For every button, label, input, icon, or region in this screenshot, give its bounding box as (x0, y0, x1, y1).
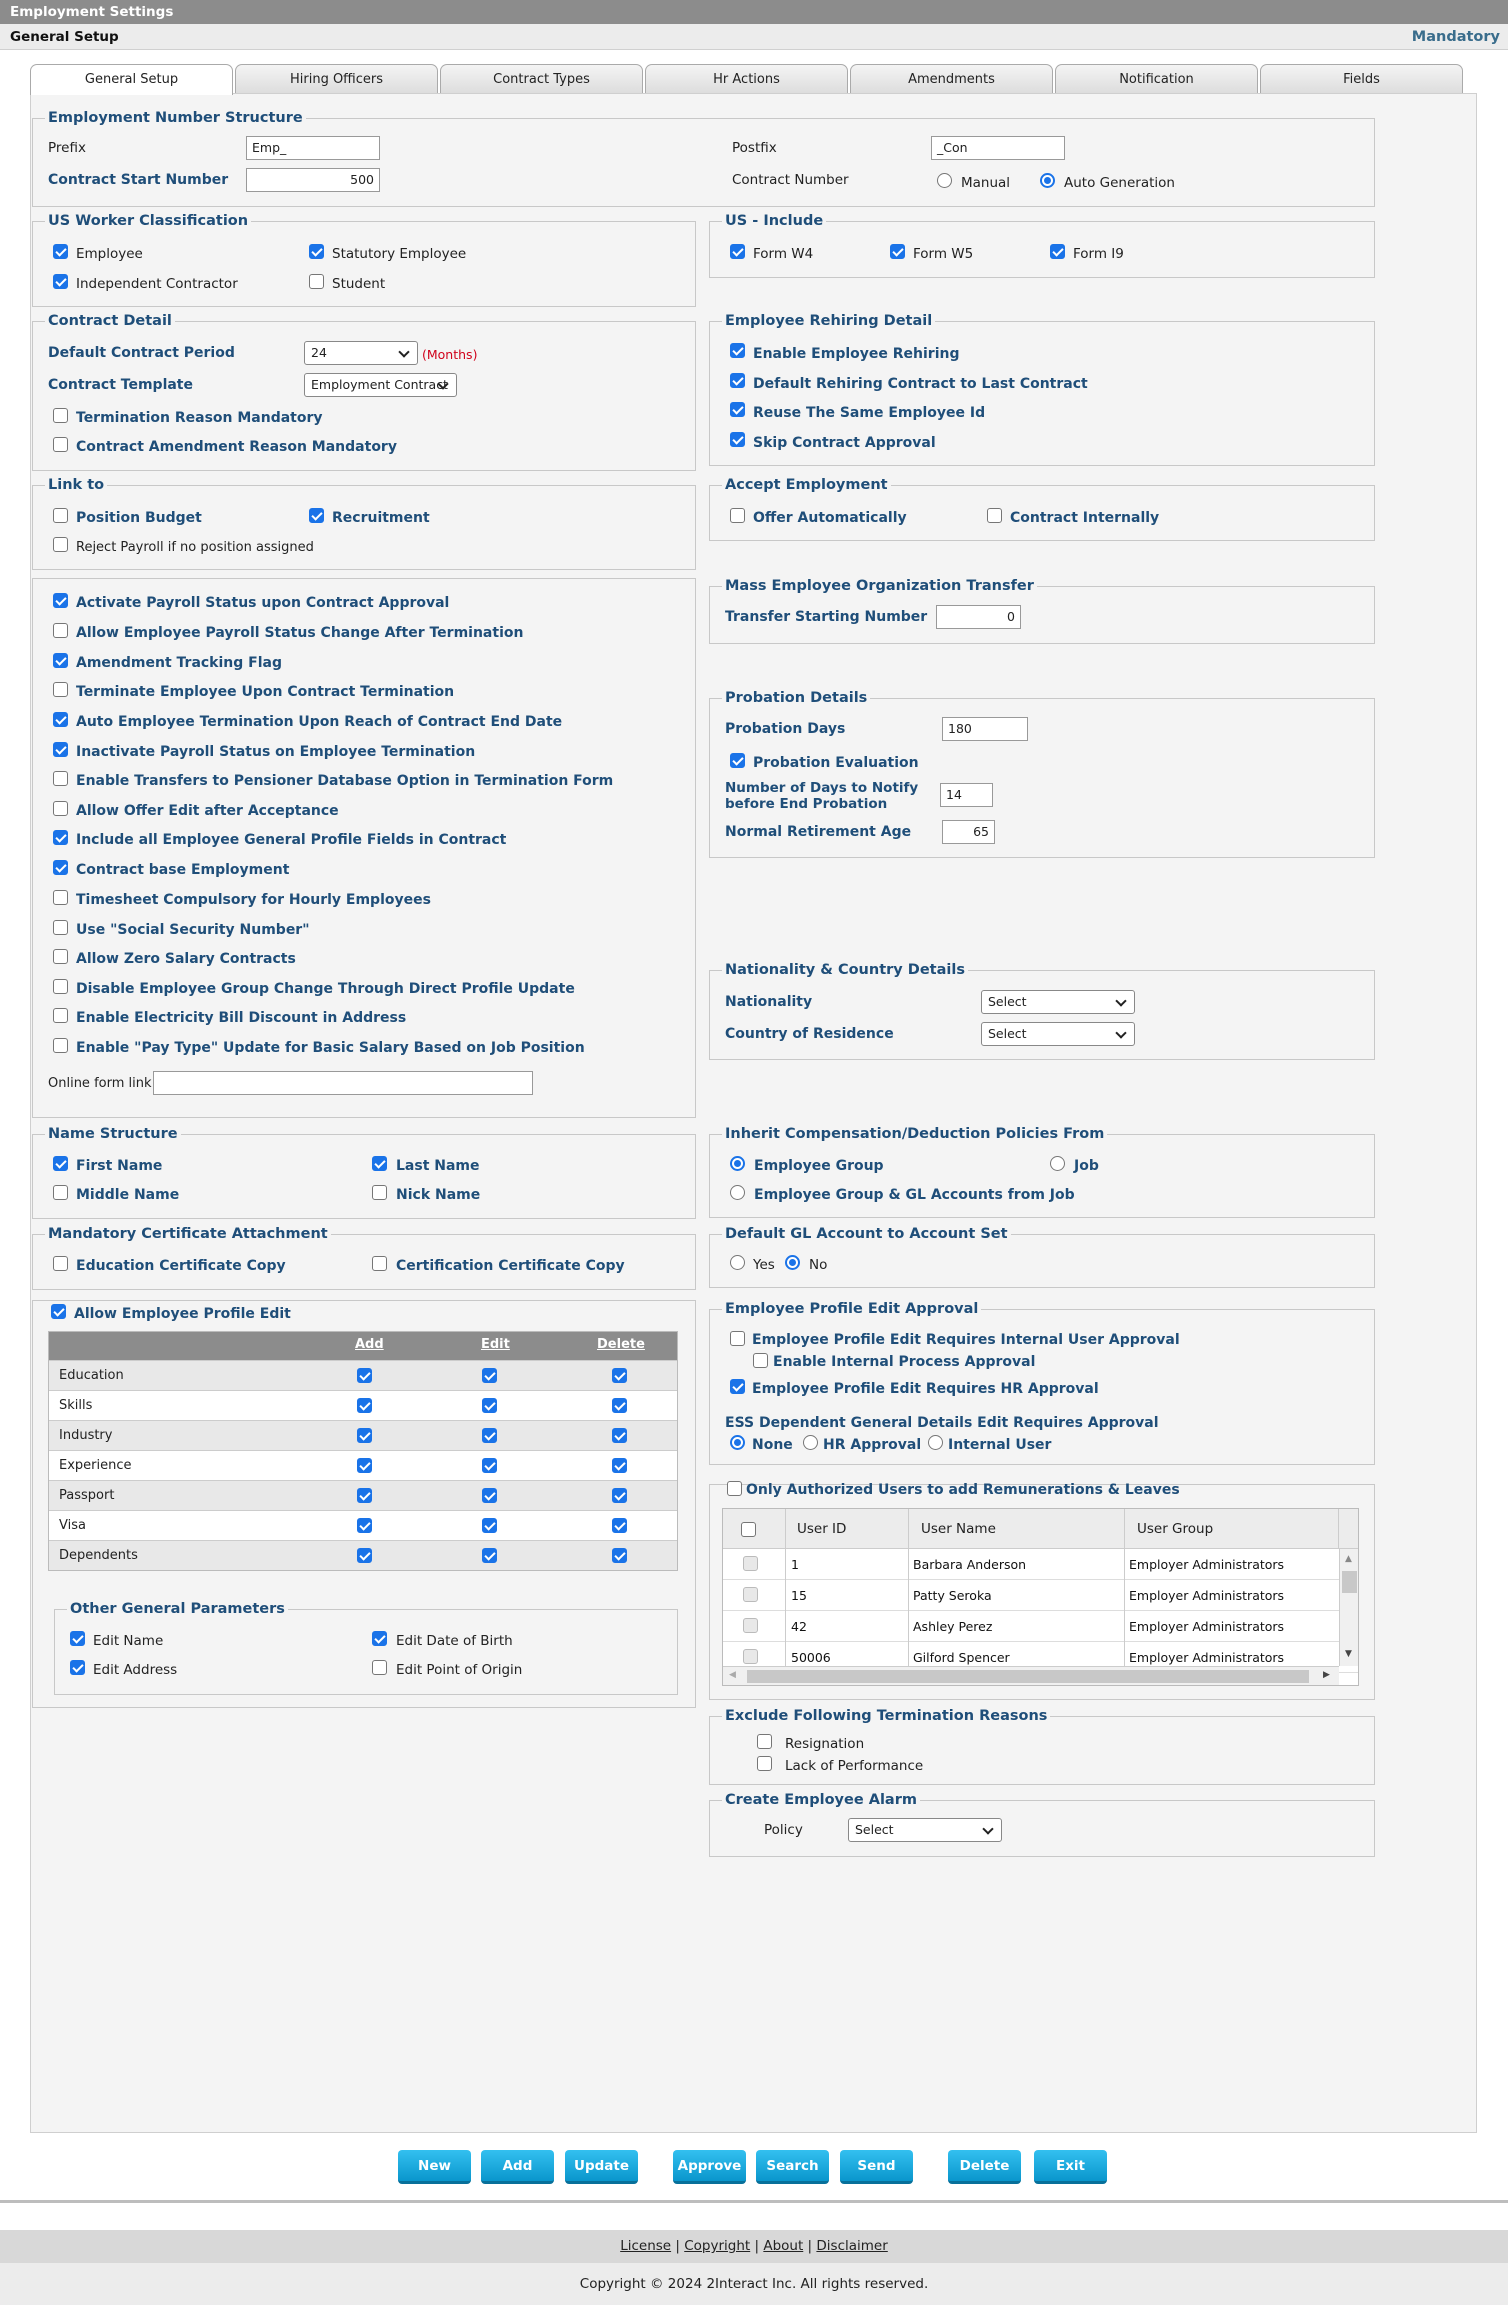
contract-template-select[interactable]: Employment Contract (304, 373, 457, 397)
accept-employment-fieldset (709, 477, 1375, 541)
reuse-id-label: Reuse The Same Employee Id (753, 405, 986, 421)
edit-name-label: Edit Name (93, 1633, 164, 1649)
country-residence-select[interactable]: Select (981, 1022, 1135, 1046)
ess-none-radio[interactable] (730, 1435, 745, 1450)
transfer-start-input[interactable]: 0 (936, 605, 1021, 629)
notify-days-label-1: Number of Days to Notify (725, 780, 919, 796)
profile-edit-row-label: Skills (59, 1398, 93, 1413)
auto-generation-label: Auto Generation (1064, 175, 1175, 191)
table-row[interactable] (723, 1549, 1358, 1580)
option-checkbox-13[interactable] (53, 979, 68, 994)
edit-address-checkbox[interactable] (70, 1660, 85, 1675)
default-gl-no-radio[interactable] (785, 1255, 800, 1270)
allow-profile-edit-label: Allow Employee Profile Edit (74, 1306, 291, 1322)
delete-checkbox[interactable] (612, 1398, 627, 1413)
skip-approval-checkbox[interactable] (730, 432, 745, 447)
col-add[interactable]: Add (355, 1337, 384, 1352)
tab-hiring-officers[interactable]: Hiring Officers (235, 64, 438, 94)
profile-edit-row-label: Dependents (59, 1548, 138, 1563)
student-label: Student (332, 276, 386, 292)
profile-edit-row (49, 1420, 677, 1450)
update-button[interactable]: Update (565, 2150, 638, 2184)
profile-edit-row (49, 1480, 677, 1510)
resignation-label: Resignation (785, 1736, 865, 1752)
internal-approval-checkbox[interactable] (730, 1331, 745, 1346)
profile-edit-row-label: Visa (59, 1518, 86, 1533)
manual-label: Manual (961, 175, 1011, 191)
mandatory-label: Mandatory (1411, 29, 1500, 45)
scroll-right-icon[interactable]: ▶ (1323, 1670, 1330, 1680)
cell-id: 15 (791, 1588, 807, 1603)
add-checkbox[interactable] (357, 1458, 372, 1473)
delete-checkbox[interactable] (612, 1488, 627, 1503)
ess-hr-label: HR Approval (823, 1437, 922, 1453)
page-subtitle-text: General Setup (10, 29, 119, 45)
recruitment-checkbox[interactable] (309, 508, 324, 523)
row-select-checkbox[interactable] (743, 1587, 758, 1602)
cell-id: 50006 (791, 1650, 831, 1665)
transfer-start-label: Transfer Starting Number (725, 609, 928, 625)
hr-approval-label: Employee Profile Edit Requires HR Approval (752, 1381, 1099, 1397)
add-checkbox[interactable] (357, 1368, 372, 1383)
us-worker-legend: US Worker Classification (48, 213, 249, 229)
lack-performance-label: Lack of Performance (785, 1758, 924, 1774)
option-label-13: Disable Employee Group Change Through Direct Profile Update (76, 981, 575, 997)
tab-contract-types[interactable]: Contract Types (440, 64, 643, 94)
statutory-employee-label: Statutory Employee (332, 246, 467, 262)
internal-process-label: Enable Internal Process Approval (773, 1354, 1036, 1370)
delete-checkbox[interactable] (612, 1368, 627, 1383)
default-rehiring-label: Default Rehiring Contract to Last Contract (753, 376, 1088, 392)
enable-rehiring-label: Enable Employee Rehiring (753, 346, 960, 362)
last-name-checkbox[interactable] (372, 1156, 387, 1171)
scroll-left-icon[interactable]: ◀ (729, 1670, 736, 1680)
certification-certificate-checkbox[interactable] (372, 1256, 387, 1271)
prefix-input[interactable]: Emp_ (246, 136, 380, 160)
profile-edit-row-label: Passport (59, 1488, 115, 1503)
form-w5-checkbox[interactable] (890, 244, 905, 259)
row-select-checkbox[interactable] (743, 1618, 758, 1633)
employment-number-legend: Employment Number Structure (48, 110, 303, 126)
auto-generation-radio[interactable] (1040, 173, 1055, 188)
contract-detail-legend: Contract Detail (48, 313, 172, 329)
form-i9-label: Form I9 (1073, 246, 1124, 262)
contract-template-label: Contract Template (48, 377, 193, 393)
nationality-label: Nationality (725, 994, 813, 1010)
option-label-1: Allow Employee Payroll Status Change After Termination (76, 625, 524, 641)
col-user-group[interactable]: User Group (1137, 1521, 1214, 1537)
option-checkbox-7[interactable] (53, 801, 68, 816)
option-checkbox-12[interactable] (53, 949, 68, 964)
ess-internal-label: Internal User (948, 1437, 1052, 1453)
contract-number-label: Contract Number (732, 172, 849, 188)
add-button[interactable]: Add (481, 2150, 554, 2184)
add-checkbox[interactable] (357, 1428, 372, 1443)
policy-label: Policy (764, 1822, 803, 1838)
option-label-5: Inactivate Payroll Status on Employee Termination (76, 744, 476, 760)
retirement-age-label: Normal Retirement Age (725, 824, 912, 840)
online-form-label: Online form link (48, 1076, 152, 1091)
contract-period-select[interactable]: 24 (304, 341, 418, 365)
scroll-up-icon[interactable]: ▲ (1345, 1554, 1352, 1564)
student-checkbox[interactable] (309, 274, 324, 289)
cell-name: Barbara Anderson (913, 1557, 1027, 1572)
contract-internally-checkbox[interactable] (987, 508, 1002, 523)
certificate-legend: Mandatory Certificate Attachment (48, 1226, 328, 1242)
option-label-3: Terminate Employee Upon Contract Termination (76, 684, 455, 700)
independent-contractor-checkbox[interactable] (53, 274, 68, 289)
default-rehiring-checkbox[interactable] (730, 373, 745, 388)
form-w4-checkbox[interactable] (730, 244, 745, 259)
statutory-employee-checkbox[interactable] (309, 244, 324, 259)
profile-edit-row (49, 1390, 677, 1420)
exclude-reasons-legend: Exclude Following Termination Reasons (725, 1708, 1048, 1724)
window-title: Employment Settings (0, 0, 1508, 24)
profile-edit-row-label: Education (59, 1368, 124, 1383)
option-label-12: Allow Zero Salary Contracts (76, 951, 296, 967)
offer-automatically-label: Offer Automatically (753, 510, 907, 526)
option-checkbox-6[interactable] (53, 771, 68, 786)
edit-checkbox[interactable] (482, 1398, 497, 1413)
delete-button[interactable]: Delete (948, 2150, 1021, 2184)
rehiring-legend: Employee Rehiring Detail (725, 313, 933, 329)
skip-approval-label: Skip Contract Approval (753, 435, 936, 451)
license-link[interactable]: License (620, 2238, 672, 2254)
probation-evaluation-checkbox[interactable] (730, 753, 745, 768)
nationality-select[interactable]: Select (981, 990, 1135, 1014)
lack-performance-checkbox[interactable] (757, 1756, 772, 1771)
option-checkbox-0[interactable] (53, 593, 68, 608)
profile-edit-row (49, 1510, 677, 1540)
resignation-checkbox[interactable] (757, 1734, 772, 1749)
option-label-6: Enable Transfers to Pensioner Database Option in Termination Form (76, 773, 614, 789)
grid-header (723, 1509, 1358, 1549)
option-checkbox-1[interactable] (53, 623, 68, 638)
default-gl-yes-radio[interactable] (730, 1255, 745, 1270)
probation-days-label: Probation Days (725, 721, 846, 737)
cell-name: Ashley Perez (913, 1619, 993, 1634)
cell-id: 1 (791, 1557, 799, 1572)
edit-origin-label: Edit Point of Origin (396, 1662, 523, 1678)
page-subtitle (0, 24, 1508, 50)
education-certificate-label: Education Certificate Copy (76, 1258, 286, 1274)
table-row[interactable] (723, 1611, 1358, 1642)
option-checkbox-15[interactable] (53, 1038, 68, 1053)
retirement-age-input[interactable]: 65 (942, 820, 995, 844)
position-budget-label: Position Budget (76, 510, 202, 526)
enable-rehiring-checkbox[interactable] (730, 343, 745, 358)
delete-checkbox[interactable] (612, 1518, 627, 1533)
probation-evaluation-label: Probation Evaluation (753, 755, 919, 771)
footer-links: License | Copyright | About | Disclaimer (0, 2230, 1508, 2263)
cell-group: Employer Administrators (1129, 1588, 1285, 1603)
inherit-job-radio[interactable] (1050, 1156, 1065, 1171)
tab-amendments[interactable]: Amendments (850, 64, 1053, 94)
option-label-15: Enable "Pay Type" Update for Basic Salary Based on Job Position (76, 1040, 585, 1056)
option-label-14: Enable Electricity Bill Discount in Address (76, 1010, 407, 1026)
row-select-checkbox[interactable] (743, 1556, 758, 1571)
offer-automatically-checkbox[interactable] (730, 508, 745, 523)
inherit-employee-group-label: Employee Group (754, 1158, 884, 1174)
option-label-0: Activate Payroll Status upon Contract Approval (76, 595, 450, 611)
grid-select-all-checkbox[interactable] (741, 1522, 756, 1537)
cell-id: 42 (791, 1619, 807, 1634)
ess-approval-label: ESS Dependent General Details Edit Requires Approval (725, 1415, 1159, 1431)
employee-alarm-legend: Create Employee Alarm (725, 1792, 917, 1808)
option-label-7: Allow Offer Edit after Acceptance (76, 803, 339, 819)
footer-divider (0, 2200, 1508, 2203)
default-gl-yes-label: Yes (753, 1257, 775, 1273)
add-checkbox[interactable] (357, 1548, 372, 1563)
grid-vertical-scrollbar[interactable] (1339, 1549, 1359, 1666)
allow-profile-edit-checkbox[interactable] (51, 1304, 66, 1319)
profile-edit-row (49, 1360, 677, 1390)
default-gl-legend: Default GL Account to Account Set (725, 1226, 1008, 1242)
exit-button[interactable]: Exit (1034, 2150, 1107, 2184)
copyright-text: Copyright © 2024 2Interact Inc. All rights reserved. (0, 2263, 1508, 2305)
edit-checkbox[interactable] (482, 1368, 497, 1383)
postfix-input[interactable]: _Con (931, 136, 1065, 160)
ess-internal-radio[interactable] (928, 1435, 943, 1450)
policy-select[interactable]: Select (848, 1818, 1002, 1842)
col-user-name[interactable]: User Name (921, 1521, 996, 1537)
form-w4-label: Form W4 (753, 246, 814, 262)
option-checkbox-5[interactable] (53, 742, 68, 757)
form-w5-label: Form W5 (913, 246, 974, 262)
position-budget-checkbox[interactable] (53, 508, 68, 523)
reuse-id-checkbox[interactable] (730, 402, 745, 417)
accept-employment-legend: Accept Employment (725, 477, 888, 493)
add-checkbox[interactable] (357, 1518, 372, 1533)
contract-internally-label: Contract Internally (1010, 510, 1160, 526)
reject-payroll-label: Reject Payroll if no position assigned (76, 540, 314, 555)
about-link[interactable]: About (763, 2238, 804, 2254)
amendment-reason-checkbox[interactable] (53, 437, 68, 452)
default-contract-period-label: Default Contract Period (48, 345, 235, 361)
edit-dob-checkbox[interactable] (372, 1631, 387, 1646)
authorized-users-label: Only Authorized Users to add Remunerations & Leaves (746, 1482, 1180, 1498)
termination-reason-label: Termination Reason Mandatory (76, 410, 323, 426)
form-i9-checkbox[interactable] (1050, 244, 1065, 259)
termination-reason-checkbox[interactable] (53, 408, 68, 423)
link-to-legend: Link to (48, 477, 105, 493)
prefix-label: Prefix (48, 140, 86, 156)
edit-checkbox[interactable] (482, 1518, 497, 1533)
approve-button[interactable]: Approve (673, 2150, 746, 2184)
inherit-job-label: Job (1074, 1158, 1099, 1174)
certification-certificate-label: Certification Certificate Copy (396, 1258, 625, 1274)
disclaimer-link[interactable]: Disclaimer (816, 2238, 888, 2254)
profile-edit-table-header (49, 1332, 677, 1360)
scroll-h-thumb[interactable] (747, 1670, 1309, 1683)
option-label-9: Contract base Employment (76, 862, 290, 878)
default-gl-no-label: No (809, 1257, 828, 1273)
internal-approval-label: Employee Profile Edit Requires Internal User Approval (752, 1332, 1180, 1348)
col-user-id[interactable]: User ID (797, 1521, 847, 1537)
copyright-link[interactable]: Copyright (684, 2238, 751, 2254)
inherit-group-gl-radio[interactable] (730, 1185, 745, 1200)
edit-checkbox[interactable] (482, 1428, 497, 1443)
cell-group: Employer Administrators (1129, 1619, 1285, 1634)
option-checkbox-3[interactable] (53, 682, 68, 697)
contract-start-label: Contract Start Number (48, 172, 229, 188)
col-delete[interactable]: Delete (597, 1337, 645, 1352)
notify-days-label-2: before End Probation (725, 796, 888, 812)
authorized-users-grid (722, 1508, 1359, 1686)
tab-fields[interactable]: Fields (1260, 64, 1463, 94)
search-button[interactable]: Search (756, 2150, 829, 2184)
months-hint: (Months) (422, 347, 478, 362)
inherit-legend: Inherit Compensation/Deduction Policies From (725, 1126, 1105, 1142)
ess-hr-radio[interactable] (803, 1435, 818, 1450)
nick-name-label: Nick Name (396, 1187, 481, 1203)
option-label-10: Timesheet Compulsory for Hourly Employees (76, 892, 431, 908)
online-form-input[interactable] (153, 1071, 533, 1095)
new-button[interactable]: New (398, 2150, 471, 2184)
employment-number-fieldset (32, 110, 1375, 207)
edit-checkbox[interactable] (482, 1458, 497, 1473)
hr-approval-checkbox[interactable] (730, 1379, 745, 1394)
postfix-label: Postfix (732, 140, 777, 156)
first-name-label: First Name (76, 1158, 163, 1174)
grid-horizontal-scrollbar[interactable] (723, 1666, 1339, 1686)
delete-checkbox[interactable] (612, 1458, 627, 1473)
employee-alarm-fieldset (709, 1792, 1375, 1857)
probation-legend: Probation Details (725, 690, 868, 706)
edit-name-checkbox[interactable] (70, 1631, 85, 1646)
internal-process-checkbox[interactable] (753, 1353, 768, 1368)
option-checkbox-11[interactable] (53, 920, 68, 935)
manual-radio[interactable] (937, 173, 952, 188)
authorized-users-checkbox[interactable] (727, 1481, 742, 1496)
profile-edit-row-label: Experience (59, 1458, 132, 1473)
profile-approval-legend: Employee Profile Edit Approval (725, 1301, 979, 1317)
profile-edit-row (49, 1540, 677, 1570)
edit-origin-checkbox[interactable] (372, 1660, 387, 1675)
add-checkbox[interactable] (357, 1398, 372, 1413)
profile-edit-table (48, 1331, 678, 1571)
ess-none-label: None (752, 1437, 793, 1453)
row-select-checkbox[interactable] (743, 1649, 758, 1664)
inherit-employee-group-radio[interactable] (730, 1156, 745, 1171)
education-certificate-checkbox[interactable] (53, 1256, 68, 1271)
option-checkbox-8[interactable] (53, 830, 68, 845)
cell-group: Employer Administrators (1129, 1557, 1285, 1572)
profile-edit-row-label: Industry (59, 1428, 113, 1443)
contract-start-input[interactable]: 500 (246, 168, 380, 192)
profile-edit-row (49, 1450, 677, 1480)
employee-label: Employee (76, 246, 143, 262)
option-checkbox-10[interactable] (53, 890, 68, 905)
nick-name-checkbox[interactable] (372, 1185, 387, 1200)
send-button[interactable]: Send (840, 2150, 913, 2184)
nationality-legend: Nationality & Country Details (725, 962, 965, 978)
probation-days-input[interactable]: 180 (942, 717, 1028, 741)
recruitment-label: Recruitment (332, 510, 430, 526)
other-params-legend: Other General Parameters (70, 1601, 285, 1617)
middle-name-checkbox[interactable] (53, 1185, 68, 1200)
us-include-legend: US - Include (725, 213, 824, 229)
first-name-checkbox[interactable] (53, 1156, 68, 1171)
edit-checkbox[interactable] (482, 1488, 497, 1503)
col-edit[interactable]: Edit (481, 1337, 510, 1352)
edit-address-label: Edit Address (93, 1662, 178, 1678)
option-checkbox-2[interactable] (53, 653, 68, 668)
mass-transfer-legend: Mass Employee Organization Transfer (725, 578, 1034, 594)
cell-group: Employer Administrators (1129, 1650, 1285, 1665)
name-structure-legend: Name Structure (48, 1126, 178, 1142)
cell-name: Patty Seroka (913, 1588, 992, 1603)
option-label-4: Auto Employee Termination Upon Reach of Contract End Date (76, 714, 563, 730)
last-name-label: Last Name (396, 1158, 480, 1174)
table-row[interactable] (723, 1580, 1358, 1611)
notify-days-input[interactable]: 14 (940, 783, 993, 807)
edit-dob-label: Edit Date of Birth (396, 1633, 513, 1649)
edit-checkbox[interactable] (482, 1548, 497, 1563)
option-label-11: Use "Social Security Number" (76, 922, 310, 938)
delete-checkbox[interactable] (612, 1548, 627, 1563)
tab-notification[interactable]: Notification (1055, 64, 1258, 94)
add-checkbox[interactable] (357, 1488, 372, 1503)
reject-payroll-checkbox[interactable] (53, 537, 68, 552)
scroll-thumb[interactable] (1342, 1571, 1357, 1593)
delete-checkbox[interactable] (612, 1428, 627, 1443)
cell-name: Gilford Spencer (913, 1650, 1010, 1665)
amendment-reason-label: Contract Amendment Reason Mandatory (76, 439, 397, 455)
option-checkbox-9[interactable] (53, 860, 68, 875)
option-label-2: Amendment Tracking Flag (76, 655, 282, 671)
inherit-group-gl-label: Employee Group & GL Accounts from Job (754, 1187, 1075, 1203)
employee-checkbox[interactable] (53, 244, 68, 259)
option-checkbox-14[interactable] (53, 1008, 68, 1023)
country-residence-label: Country of Residence (725, 1026, 894, 1042)
option-checkbox-4[interactable] (53, 712, 68, 727)
scroll-down-icon[interactable]: ▼ (1345, 1649, 1352, 1659)
option-label-8: Include all Employee General Profile Fields in Contract (76, 832, 507, 848)
tab-general-setup[interactable]: General Setup (30, 64, 233, 95)
tab-hr-actions[interactable]: Hr Actions (645, 64, 848, 94)
middle-name-label: Middle Name (76, 1187, 180, 1203)
independent-contractor-label: Independent Contractor (76, 276, 238, 292)
